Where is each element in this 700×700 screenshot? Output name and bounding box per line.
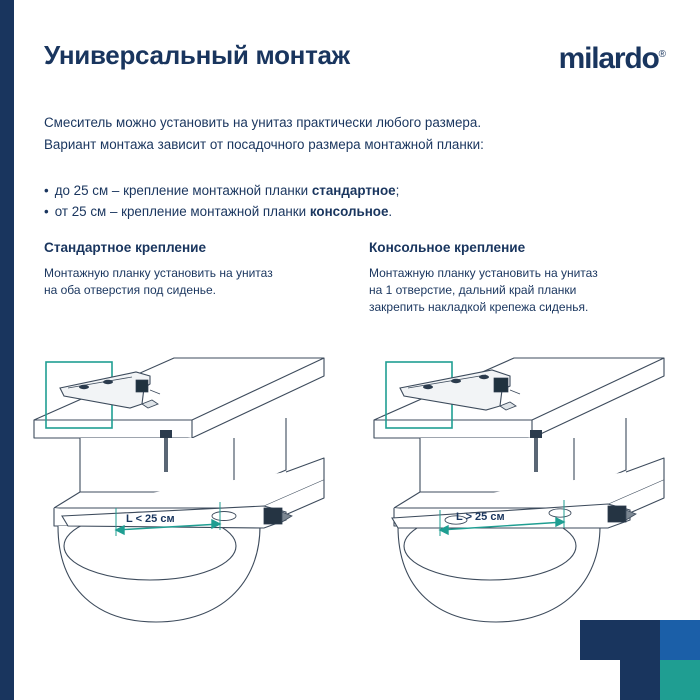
- section-line-1: Монтажную планку установить на унитаз: [369, 266, 598, 280]
- bullet-text-after: ;: [395, 183, 400, 198]
- toilet-diagram-standard: [24, 330, 354, 630]
- illustration-console-mount: [364, 330, 694, 630]
- section-line-2: на оба отверстия под сиденье.: [44, 283, 216, 297]
- section-heading: Стандартное крепление: [44, 240, 207, 255]
- list-item: [44, 180, 644, 201]
- decor-block-navy-b: [620, 620, 660, 660]
- bullet-list: [44, 180, 644, 222]
- section-line-1: Монтажную планку установить на унитаз: [44, 266, 273, 280]
- section-console-mount: [369, 240, 679, 316]
- page-title: Универсальный монтаж: [44, 40, 350, 70]
- intro-line-2: Вариант монтажа зависит от посадочного размера монтажной планки:: [44, 137, 484, 152]
- intro-line-1: Смеситель можно установить на унитаз практически любого размера.: [44, 115, 482, 130]
- left-accent-bar: [0, 0, 14, 700]
- bullet-text-before: до 25 см – крепление монтажной планки: [54, 183, 312, 198]
- brand-logo: [559, 42, 666, 76]
- mounting-bar-installed: [62, 506, 292, 528]
- decor-block-blue: [660, 620, 700, 660]
- bullet-dot-icon: •: [44, 183, 49, 198]
- bullet-text-before: от 25 см – крепление монтажной планки: [54, 204, 310, 219]
- illustration-standard-mount: [24, 330, 354, 630]
- dimension-label-right: L > 25 см: [456, 511, 505, 523]
- intro-paragraph: [44, 112, 644, 156]
- registered-mark: ®: [658, 49, 666, 60]
- section-standard-mount: [44, 240, 354, 299]
- toilet-diagram-console: [364, 330, 694, 630]
- page-content: [14, 0, 700, 700]
- section-line-3: закрепить накладкой крепежа сиденья.: [369, 300, 589, 314]
- decor-block-navy-a: [580, 620, 620, 660]
- bullet-text-bold: консольное: [309, 204, 389, 219]
- list-item: [44, 201, 644, 222]
- brand-logo-text: milardo: [558, 42, 659, 75]
- bullet-dot-icon: •: [44, 204, 49, 219]
- section-heading: Консольное крепление: [369, 240, 526, 255]
- dimension-label-left: L < 25 см: [126, 513, 175, 525]
- bullet-text-after: .: [388, 204, 393, 219]
- decor-block-teal: [660, 660, 700, 700]
- section-line-2: на 1 отверстие, дальний край планки: [369, 283, 577, 297]
- bullet-text-bold: стандартное: [311, 183, 396, 198]
- decor-block-navy-c: [620, 660, 660, 700]
